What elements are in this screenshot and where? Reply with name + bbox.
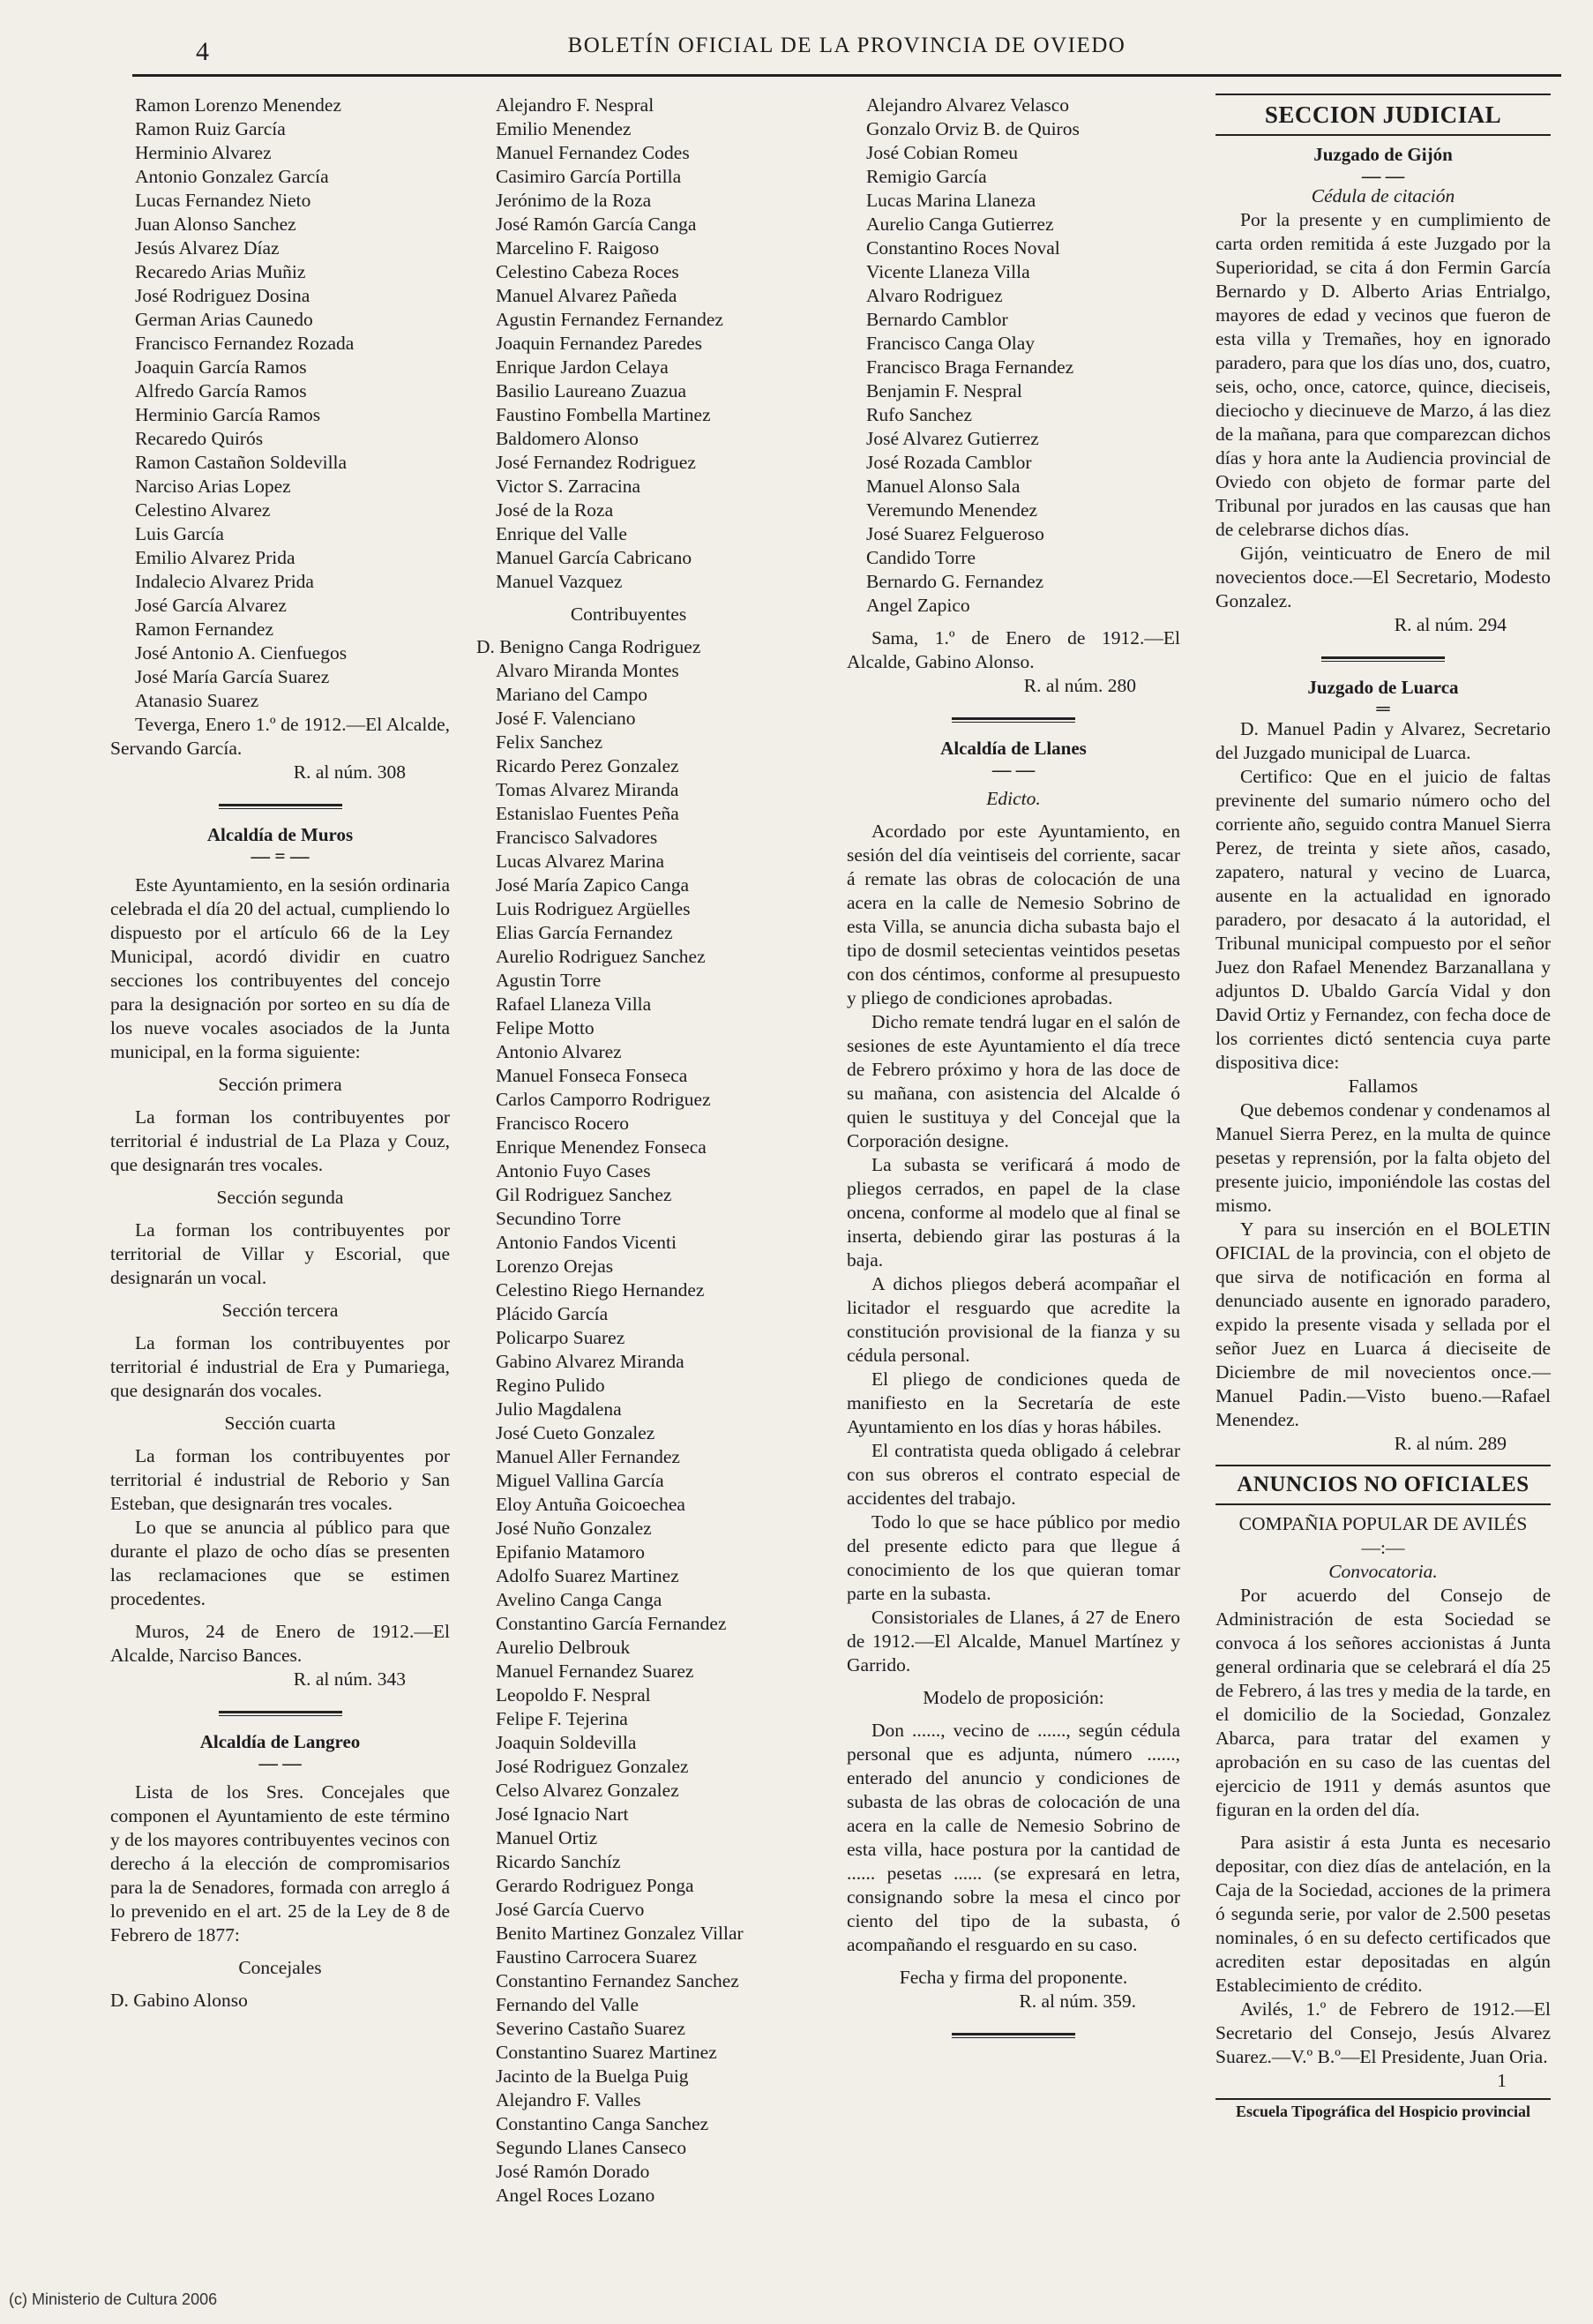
llanes-closing: Consistoriales de Llanes, á 27 de Enero de 1912.—El Alcalde, Manuel Martínez y Garrido. xyxy=(847,1607,1180,1676)
name-entry: Narciso Arias Lopez xyxy=(135,476,291,497)
name-entry: Angel Zapico xyxy=(866,595,970,616)
printer-credit: Escuela Tipográfica del Hospicio provincial xyxy=(1215,2098,1551,2124)
langreo-intro: Lista de los Sres. Concejales que componen el Ayuntamiento de este término y de los mayores contribuyentes vecinos con derecho á la elección de compromisarios para la de Senadores, formada con arreglo á lo prevenido en el art. 25 de la Ley de 8 de Febrero de 1877: xyxy=(110,1781,450,1945)
name-entry: Segundo Llanes Canseco xyxy=(496,2137,687,2158)
fecha-firma: Fecha y firma del proponente. xyxy=(899,1967,1128,1988)
name-entry: Candido Torre xyxy=(866,547,976,568)
luarca-heading: Juzgado de Luarca xyxy=(1307,677,1459,698)
luarca-p3: Y para su inserción en el BOLETIN OFICIAL de la provincia, con el objeto de que sirva de notificación en forma al denunciado ausente en ignorado paradero, expido la presente visada y sellada por el señor Juez en Luarca á dieciseite de Diciembre de mil novecientos once.—Manuel Padin.—Visto bueno.—Rafael Menendez. xyxy=(1215,1218,1551,1430)
name-entry: Constantino Fernandez Sanchez xyxy=(496,1970,739,1991)
concejales-name-list xyxy=(476,94,781,594)
name-entry: Fernando del Valle xyxy=(496,1994,639,2015)
name-entry: Constantino Suarez Martinez xyxy=(496,2042,717,2063)
name-entry: José María García Suarez xyxy=(135,666,330,687)
name-entry: Alejandro F. Nespral xyxy=(496,94,654,116)
name-entry: José Ramón Dorado xyxy=(496,2161,650,2182)
page-header xyxy=(0,26,1593,79)
edicto-title: Edicto. xyxy=(986,788,1041,809)
name-entry: Felipe F. Tejerina xyxy=(496,1708,628,1729)
name-entry: Manuel Fonseca Fonseca xyxy=(496,1065,688,1086)
sec2-text: La forman los contribuyentes por territorial de Villar y Escorial, que designarán un vocal. xyxy=(110,1219,450,1288)
name-entry: Remigio García xyxy=(866,166,987,187)
luarca-p2: Certifico: Que en el juicio de faltas previnente del sumario número ocho del corriente año, seguido contra Manuel Sierra Perez, de treinta y siete años, casado, zapatero, natural y vecino de Luarca, ausente en la actualidad en ignorado paradero, por desacato á la autoridad, el Tribunal municipal compuesto por el señor Juez don Rafael Menendez Barzanallana y adjuntos D. Ubaldo García Vidal y don David Ortiz y Fernandez, con fecha doce de los corrientes dictó sentencia cuya parte dispositiva dice: xyxy=(1215,766,1551,1073)
sec1-title: Sección primera xyxy=(218,1074,342,1095)
name-entry: Adolfo Suarez Martinez xyxy=(496,1565,679,1586)
name-entry: Joaquin Soldevilla xyxy=(496,1732,637,1753)
name-entry: Agustin Torre xyxy=(496,970,602,991)
name-entry: Ramon Lorenzo Menendez xyxy=(135,94,342,116)
name-entry: José Rozada Camblor xyxy=(866,452,1032,473)
name-entry: Miguel Vallina García xyxy=(496,1470,664,1491)
teverga-name-list xyxy=(110,94,450,713)
sec2-title: Sección segunda xyxy=(216,1187,344,1208)
column-1 xyxy=(110,94,450,2013)
name-entry: José Rodriguez Gonzalez xyxy=(496,1756,689,1777)
name-entry: Antonio Gonzalez García xyxy=(135,166,329,187)
muros-closing: Muros, 24 de Enero de 1912.—El Alcalde, Narciso Bances. xyxy=(110,1621,450,1666)
name-entry: Elias García Fernandez xyxy=(496,922,673,943)
dash-ornament: — — xyxy=(258,1752,302,1773)
llanes-ref: R. al núm. 359. xyxy=(1019,1990,1136,2012)
name-entry: Ricardo Perez Gonzalez xyxy=(496,755,679,776)
name-entry: Constantino Roces Noval xyxy=(866,237,1060,259)
name-entry: Lucas Alvarez Marina xyxy=(496,851,665,872)
muros-ref: R. al núm. 343 xyxy=(293,1668,406,1690)
name-entry: Antonio Fandos Vicenti xyxy=(496,1232,677,1253)
name-entry: Bernardo G. Fernandez xyxy=(866,571,1044,592)
luarca-ref: R. al núm. 289 xyxy=(1394,1433,1507,1454)
company-p2: Para asistir á esta Junta es necesario depositar, con diez días de antelación, en la Caja de la Sociedad, acciones de la primera ó segunda serie, por valor de 2.500 pesetas nominales, ó en su defecto certificados que acrediten estar depositadas en algún Establecimiento de crédito. xyxy=(1215,1832,1551,1996)
name-entry: Julio Magdalena xyxy=(496,1398,622,1420)
name-entry: Aurelio Canga Gutierrez xyxy=(866,214,1054,235)
name-entry: Epifanio Matamoro xyxy=(496,1541,645,1563)
name-entry: Jerónimo de la Roza xyxy=(496,190,652,211)
contribuyentes-name-list xyxy=(476,659,781,2208)
name-entry: Antonio Alvarez xyxy=(496,1041,622,1062)
name-entry: Atanasio Suarez xyxy=(135,690,259,711)
edicto-p2: Dicho remate tendrá lugar en el salón de sesiones de este Ayuntamiento el día trece de Febrero próximo y hora de las doce de su mañana, con asistencia del Alcalde ó quien le sustituya y del Concejal que la Corporación designe. xyxy=(847,1011,1180,1151)
column-2 xyxy=(476,94,781,2208)
name-entry: Emilio Menendez xyxy=(496,118,632,139)
name-entry: José F. Valenciano xyxy=(496,708,636,729)
name-entry: Manuel Alvarez Pañeda xyxy=(496,285,677,306)
name-entry: Francisco Salvadores xyxy=(496,827,658,848)
section-separator xyxy=(952,717,1075,723)
name-entry: Lucas Fernandez Nieto xyxy=(135,190,311,211)
name-entry: Recaredo Quirós xyxy=(135,428,264,449)
edicto-p7: Todo lo que se hace público por medio del presente edicto para que llegue á conocimiento de los que quieran tomar parte en la subasta. xyxy=(847,1511,1180,1604)
name-entry: Celestino Alvarez xyxy=(135,499,271,521)
gijon-ref: R. al núm. 294 xyxy=(1394,614,1507,635)
muros-intro: Este Ayuntamiento, en la sesión ordinaria celebrada el día 20 del actual, cumpliendo lo dispuesto por el artículo 66 de la Ley Municipal, acordó dividir en cuatro secciones los contribuyentes del concejo para la designación por sorteo en su día de los nueve vocales asociados de la Junta municipal, en la forma siguiente: xyxy=(110,874,450,1062)
name-entry: Vicente Llaneza Villa xyxy=(866,261,1030,282)
name-entry: Alvaro Rodriguez xyxy=(866,285,1003,306)
name-entry: Alejandro Alvarez Velasco xyxy=(866,94,1070,116)
name-entry: Victor S. Zarracina xyxy=(496,476,641,497)
name-entry: Leopoldo F. Nespral xyxy=(496,1684,651,1706)
name-entry: Estanislao Fuentes Peña xyxy=(496,803,679,824)
name-entry: Ramon Fernandez xyxy=(135,618,274,640)
name-entry: Benjamin F. Nespral xyxy=(866,380,1022,401)
name-entry: Constantino García Fernandez xyxy=(496,1613,727,1634)
column-4 xyxy=(1215,94,1551,2124)
cedula-title: Cédula de citación xyxy=(1311,185,1455,206)
name-entry: Eloy Antuña Goicoechea xyxy=(496,1494,685,1515)
section-separator xyxy=(1321,656,1445,662)
name-entry: José Fernandez Rodriguez xyxy=(496,452,696,473)
name-entry: Felipe Motto xyxy=(496,1017,595,1038)
name-entry: Agustin Fernandez Fernandez xyxy=(496,309,723,330)
name-entry: Baldomero Alonso xyxy=(496,428,639,449)
name-entry: Manuel Aller Fernandez xyxy=(496,1446,680,1467)
luarca-p1: D. Manuel Padin y Alvarez, Secretario del Juzgado municipal de Luarca. xyxy=(1215,718,1551,763)
header-rule xyxy=(132,74,1561,77)
name-entry: Manuel Vazquez xyxy=(496,571,623,592)
langreo-heading: Alcaldía de Langreo xyxy=(199,1731,361,1752)
sec1-text: La forman los contribuyentes por territorial é industrial de La Plaza y Couz, que designarán tres vocales. xyxy=(110,1106,450,1175)
name-entry: Manuel García Cabricano xyxy=(496,547,692,568)
name-entry: Manuel Fernandez Suarez xyxy=(496,1661,694,1682)
name-entry: Severino Castaño Suarez xyxy=(496,2018,685,2039)
name-entry: Gabino Alvarez Miranda xyxy=(496,1351,684,1372)
name-entry: José Ignacio Nart xyxy=(496,1803,629,1825)
copyright-footer: (c) Ministerio de Cultura 2006 xyxy=(9,2290,218,2308)
name-entry: German Arias Caunedo xyxy=(135,309,313,330)
name-entry: Luis Rodriguez Argüelles xyxy=(496,898,691,919)
name-entry: Francisco Rocero xyxy=(496,1113,630,1134)
dash-ornament: — — xyxy=(1361,165,1405,186)
name-entry: Plácido García xyxy=(496,1303,609,1324)
name-entry: Tomas Alvarez Miranda xyxy=(496,779,679,800)
name-entry: Carlos Camporro Rodriguez xyxy=(496,1089,711,1110)
company-title: COMPAÑIA POPULAR DE AVILÉS xyxy=(1238,1513,1528,1534)
section-separator xyxy=(219,804,342,809)
name-entry: Celestino Cabeza Roces xyxy=(496,261,679,282)
name-entry: José de la Roza xyxy=(496,499,614,521)
name-entry: Herminio Alvarez xyxy=(135,142,272,163)
gijon-text: Por la presente y en cumplimiento de carta orden remitida á este Juzgado por la Superioridad, se cita á don Fermin García Bernardo y D. Alberto Arias Entrialgo, mayores de edad y vecinos que fueron de esta villa y Tremañes, hoy en ignorado paradero, para que los días uno, dos, cuatro, seis, ocho, once, catorce, quince, dieciseis, dieciocho y diecinueve de Marzo, á las diez de la mañana, para que comparezcan dichos días y hora ante la Audiencia provincial de Oviedo con objeto de formar parte del Tribunal por jurados en las causas que han de celebrarse dichos días. xyxy=(1215,209,1551,540)
name-entry: Benito Martinez Gonzalez Villar xyxy=(496,1923,744,1944)
section-separator xyxy=(219,1711,342,1716)
name-entry: José García Alvarez xyxy=(135,595,287,616)
edicto-p1: Acordado por este Ayuntamiento, en sesión del día veintiseis del corriente, sacar á remate las obras de colocación de una acera en la calle de Nemesio Sobrino de esta Villa, se anuncia dicha subasta bajo el tipo de dosmil setecientas veintidos pesetas con dos céntimos, conforme al presupuesto y pliego de condiciones aprobadas. xyxy=(847,821,1180,1008)
name-entry: José Cobian Romeu xyxy=(866,142,1018,163)
seccion-judicial-title: SECCION JUDICIAL xyxy=(1215,94,1551,136)
name-entry: Joaquin Fernandez Paredes xyxy=(496,333,703,354)
edicto-p3: La subasta se verificará á modo de pliegos cerrados, en papel de la clase oncena, conforme al modelo que al final se inserta, debiendo girar las posturas á la baja. xyxy=(847,1154,1180,1271)
fallamos-text: Que debemos condenar y condenamos al Manuel Sierra Perez, en la multa de quince pesetas y reprensión, por la falta objeto del presente juicio, imponiéndole las costas del mismo. xyxy=(1215,1099,1551,1216)
name-entry: Juan Alonso Sanchez xyxy=(135,214,296,235)
name-entry: Francisco Canga Olay xyxy=(866,333,1036,354)
name-entry: Jacinto de la Buelga Puig xyxy=(496,2065,689,2087)
name-entry: Francisco Braga Fernandez xyxy=(866,356,1074,378)
name-entry: Ramon Castañon Soldevilla xyxy=(135,452,348,473)
name-entry: Mariano del Campo xyxy=(496,684,647,705)
sama-closing: Sama, 1.º de Enero de 1912.—El Alcalde, Gabino Alonso. xyxy=(847,627,1180,672)
contribuyentes-title: Contribuyentes xyxy=(570,603,687,625)
teverga-ref: R. al núm. 308 xyxy=(293,761,406,783)
name-entry: Enrique del Valle xyxy=(496,523,627,544)
anuncios-title: ANUNCIOS NO OFICIALES xyxy=(1215,1465,1551,1505)
gijon-heading: Juzgado de Gijón xyxy=(1313,144,1453,165)
teverga-closing: Teverga, Enero 1.º de 1912.—El Alcalde, Servando García. xyxy=(110,714,450,759)
name-entry: Faustino Fombella Martinez xyxy=(496,404,711,425)
name-entry: Casimiro García Portilla xyxy=(496,166,682,187)
name-entry: Manuel Alonso Sala xyxy=(866,476,1021,497)
modelo-title: Modelo de proposición: xyxy=(923,1687,1104,1708)
name-entry: Ramon Ruiz García xyxy=(135,118,286,139)
name-entry: Angel Roces Lozano xyxy=(496,2185,655,2206)
sec3-text: La forman los contribuyentes por territorial é industrial de Era y Pumariega, que designarán dos vocales. xyxy=(110,1332,450,1401)
name-entry: Celestino Riego Hernandez xyxy=(496,1279,705,1301)
sama-name-list xyxy=(847,94,1180,618)
name-entry: Enrique Menendez Fonseca xyxy=(496,1136,707,1158)
name-entry: Marcelino F. Raigoso xyxy=(496,237,660,259)
dash-ornament: — = — xyxy=(251,845,310,866)
name-entry: Herminio García Ramos xyxy=(135,404,321,425)
sec4-text: La forman los contribuyentes por territorial é industrial de Reborio y San Esteban, que designarán tres vocales. xyxy=(110,1445,450,1514)
name-entry: Recaredo Arias Muñiz xyxy=(135,261,306,282)
gijon-closing: Gijón, veinticuatro de Enero de mil novecientos doce.—El Secretario, Modesto Gonzalez. xyxy=(1215,543,1551,611)
name-entry: Jesús Alvarez Díaz xyxy=(135,237,280,259)
name-entry: Avelino Canga Canga xyxy=(496,1589,662,1610)
edicto-p6: El contratista queda obligado á celebrar con sus obreros el contrato especial de accidentes del trabajo. xyxy=(847,1440,1180,1509)
dash-ornament: ═ xyxy=(1376,698,1390,719)
convocatoria-title: Convocatoria. xyxy=(1328,1561,1438,1582)
newspaper-title: BOLETÍN OFICIAL DE LA PROVINCIA DE OVIEDO xyxy=(567,34,1126,57)
name-entry: Antonio Fuyo Cases xyxy=(496,1160,651,1181)
name-entry: Bernardo Camblor xyxy=(866,309,1008,330)
llanes-heading: Alcaldía de Llanes xyxy=(940,738,1087,759)
company-ref: 1 xyxy=(1497,2070,1507,2091)
edicto-p4: A dichos pliegos deberá acompañar el licitador el resguardo que acredite la constitución provisional de la fianza y su cédula personal. xyxy=(847,1273,1180,1366)
name-entry: José Antonio A. Cienfuegos xyxy=(135,642,348,663)
name-entry: Policarpo Suarez xyxy=(496,1327,625,1348)
company-separator: —:— xyxy=(1361,1537,1405,1558)
name-entry: Faustino Carrocera Suarez xyxy=(496,1946,698,1968)
name-entry: José García Cuervo xyxy=(496,1899,645,1920)
name-entry: José Nuño Gonzalez xyxy=(496,1518,652,1539)
name-entry: Aurelio Rodriguez Sanchez xyxy=(496,946,706,967)
name-entry: Felix Sanchez xyxy=(496,731,603,753)
sec3-title: Sección tercera xyxy=(221,1300,339,1321)
name-entry: Veremundo Menendez xyxy=(866,499,1038,521)
name-entry: Manuel Fernandez Codes xyxy=(496,142,690,163)
name-entry: Alfredo García Ramos xyxy=(135,380,307,401)
modelo-text: Don ......, vecino de ......, según cédula personal que es adjunta, número ......, enterado del anuncio y condiciones de subasta de las obras de colocación de una acera en la calle de Nemesio Sobrino de esta villa, hace postura por la cantidad de ...... pesetas ...... (se expresará en letra, consignando sobre la mesa el cinco por ciento del tipo de la subasta, ó acompañando el resguardo en su caso. xyxy=(847,1720,1180,1955)
name-entry: Gerardo Rodriguez Ponga xyxy=(496,1875,694,1896)
name-entry: Celso Alvarez Gonzalez xyxy=(496,1780,679,1801)
muros-notice: Lo que se anuncia al público para que durante el plazo de ocho días se presenten las reclamaciones que se estimen procedentes. xyxy=(110,1517,450,1609)
name-entry: Lucas Marina Llaneza xyxy=(866,190,1036,211)
name-entry: Gil Rodriguez Sanchez xyxy=(496,1184,672,1205)
name-entry: Luis García xyxy=(135,523,224,544)
name-entry: Alvaro Miranda Montes xyxy=(496,660,679,681)
section-separator xyxy=(952,2033,1075,2038)
company-p1: Por acuerdo del Consejo de Administración de esta Sociedad se convoca á los señores accionistas á Junta general ordinaria que se celebrará el día 25 de Febrero, á las tres y media de la tarde, en el domicilio de la Sociedad, Gonzalez Abarca, para tratar del examen y aprobación en su caso de las cuentas del ejercicio de 1911 y demás asuntos que figuran en la orden del día. xyxy=(1215,1585,1551,1820)
name-entry: Constantino Canga Sanchez xyxy=(496,2113,709,2134)
name-entry: Rafael Llaneza Villa xyxy=(496,993,652,1015)
name-entry: Gonzalo Orviz B. de Quiros xyxy=(866,118,1080,139)
fallamos-title: Fallamos xyxy=(1348,1076,1418,1097)
name-entry: Secundino Torre xyxy=(496,1208,621,1229)
name-entry: Joaquin García Ramos xyxy=(135,356,307,378)
name-entry: Alejandro F. Valles xyxy=(496,2089,641,2110)
edicto-p5: El pliego de condiciones queda de manifiesto en la Secretaría de este Ayuntamiento en los días y horas hábiles. xyxy=(847,1368,1180,1437)
name-entry: José Cueto Gonzalez xyxy=(496,1422,655,1443)
name-entry: Rufo Sanchez xyxy=(866,404,973,425)
name-entry: José Ramón García Canga xyxy=(496,214,697,235)
name-entry: Regino Pulido xyxy=(496,1375,605,1396)
muros-heading: Alcaldía de Muros xyxy=(206,824,354,845)
name-entry: Enrique Jardon Celaya xyxy=(496,356,669,378)
name-entry: Ricardo Sanchíz xyxy=(496,1851,621,1872)
column-3 xyxy=(847,94,1180,2052)
name-entry: Indalecio Alvarez Prida xyxy=(135,571,314,592)
name-entry: José María Zapico Canga xyxy=(496,874,690,896)
sama-ref: R. al núm. 280 xyxy=(1023,675,1136,696)
name-entry: Lorenzo Orejas xyxy=(496,1256,614,1277)
name-entry: Francisco Fernandez Rozada xyxy=(135,333,355,354)
company-closing: Avilés, 1.º de Febrero de 1912.—El Secretario del Consejo, Jesús Alvarez Suarez.—V.º B.º—El Presidente, Juan Oria. xyxy=(1215,1998,1551,2067)
name-entry: José Rodriguez Dosina xyxy=(135,285,310,306)
dash-ornament: — — xyxy=(991,759,1036,780)
name-entry: Manuel Ortiz xyxy=(496,1827,598,1848)
concejales-title: Concejales xyxy=(238,1957,322,1978)
page-number: 4 xyxy=(196,37,209,66)
first-contribuyente: D. Benigno Canga Rodriguez xyxy=(476,636,701,657)
name-entry: José Suarez Felgueroso xyxy=(866,523,1044,544)
sec4-title: Sección cuarta xyxy=(224,1413,336,1434)
name-entry: Aurelio Delbrouk xyxy=(496,1637,631,1658)
name-entry: Emilio Alvarez Prida xyxy=(135,547,295,568)
name-entry: Basilio Laureano Zuazua xyxy=(496,380,687,401)
first-concejal: D. Gabino Alonso xyxy=(110,1990,248,2011)
name-entry: José Alvarez Gutierrez xyxy=(866,428,1039,449)
